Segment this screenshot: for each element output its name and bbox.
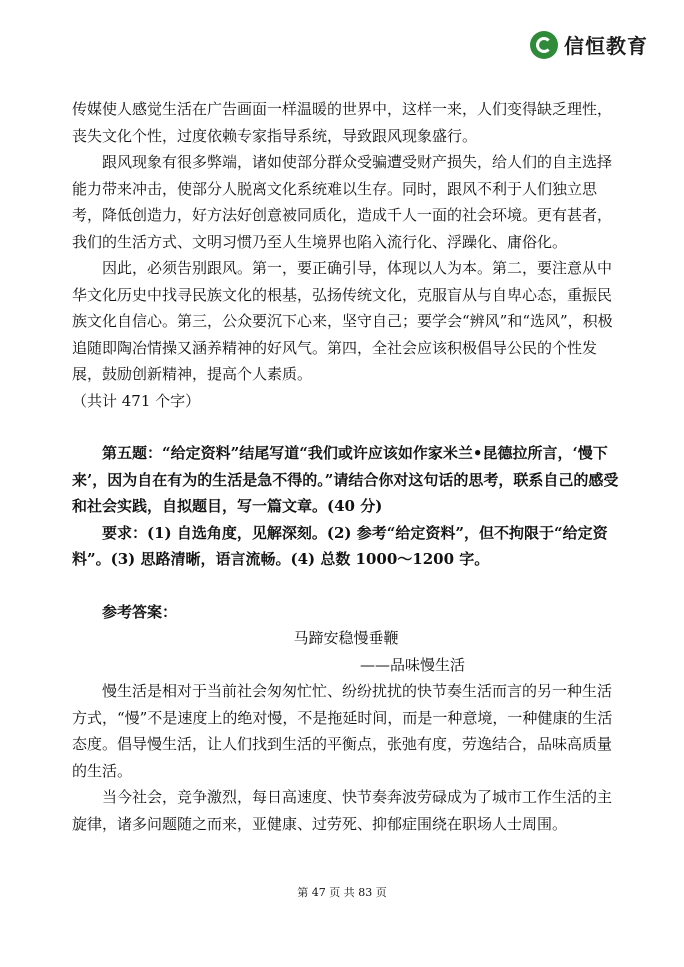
essay-subtitle: ——品味慢生活 <box>360 655 466 674</box>
essay-paragraph: 慢生活是相对于当前社会匆匆忙忙、纷纷扰扰的快节奏生活而言的另一种生活方式，“慢”不是速度上的绝对慢，不是拖延时间，而是一种意境，一种健康的生活态度。倡导慢生活，让人们找到生活的平衡点，张弛有度，劳逸结合，品味高质量的生活。 <box>72 682 613 780</box>
paragraph: 跟风现象有很多弊端，诸如使部分群众受骗遭受财产损失，给人们的自主选择能力带来冲击，使部分人脱离文化系统难以生存。同时，跟风不利于人们独立思考，降低创造力，好方法好创意被同质化，造成千人一面的社会环境。更有甚者，我们的生活方式、文明习惯乃至人生境界也陷入流行化、浮躁化、庸俗化。 <box>72 153 613 251</box>
page-number: 第 47 页 共 83 页 <box>297 886 387 899</box>
essay-title: 马蹄安稳慢垂鞭 <box>293 629 399 647</box>
essay-paragraph: 当今社会，竞争激烈，每日高速度、快节奏奔波劳碌成为了城市工作生活的主旋律，诸多问题随之而来，亚健康、过劳死、抑郁症围绕在职场人士周围。 <box>72 788 613 833</box>
word-count: （共计 471 个字） <box>72 391 201 410</box>
brand-name: 信恒教育 <box>564 34 648 58</box>
brand-logo <box>530 30 648 59</box>
paragraph: 传媒使人感觉生活在广告画面一样温暖的世界中，这样一来，人们变得缺乏理性，丧失文化个性，过度依赖专家指导系统，导致跟风现象盛行。 <box>72 100 613 145</box>
document-body <box>72 96 620 837</box>
question-prompt: 第五题：“给定资料”结尾写道“我们或许应该如作家米兰•昆德拉所言，‘慢下来’，因为自在有为的生活是急不得的。”请结合你对这句话的思考，联系自己的感受和社会实践，自拟题目，写一篇文章。(40 分) <box>72 444 619 515</box>
paragraph: 因此，必须告别跟风。第一，要正确引导，体现以人为本。第二，要注意从中华文化历史中找寻民族文化的根基，弘扬传统文化，克服盲从与自卑心态，重振民族文化自信心。第三，公众要沉下心来，坚守自己；要学会“辨风”和“选风”，积极追随即陶冶情操又涵养精神的好风气。第四，全社会应该积极倡导公民的个性发展，鼓励创新精神，提高个人素质。 <box>72 259 613 383</box>
xinheng-logo-icon <box>530 31 558 59</box>
answer-label: 参考答案： <box>102 602 178 621</box>
question-requirements: 要求：(1) 自选角度，见解深刻。(2) 参考“给定资料”，但不拘限于“给定资料”。(3) 思路清晰，语言流畅。(4) 总数 1000～1200 字。 <box>72 523 608 568</box>
